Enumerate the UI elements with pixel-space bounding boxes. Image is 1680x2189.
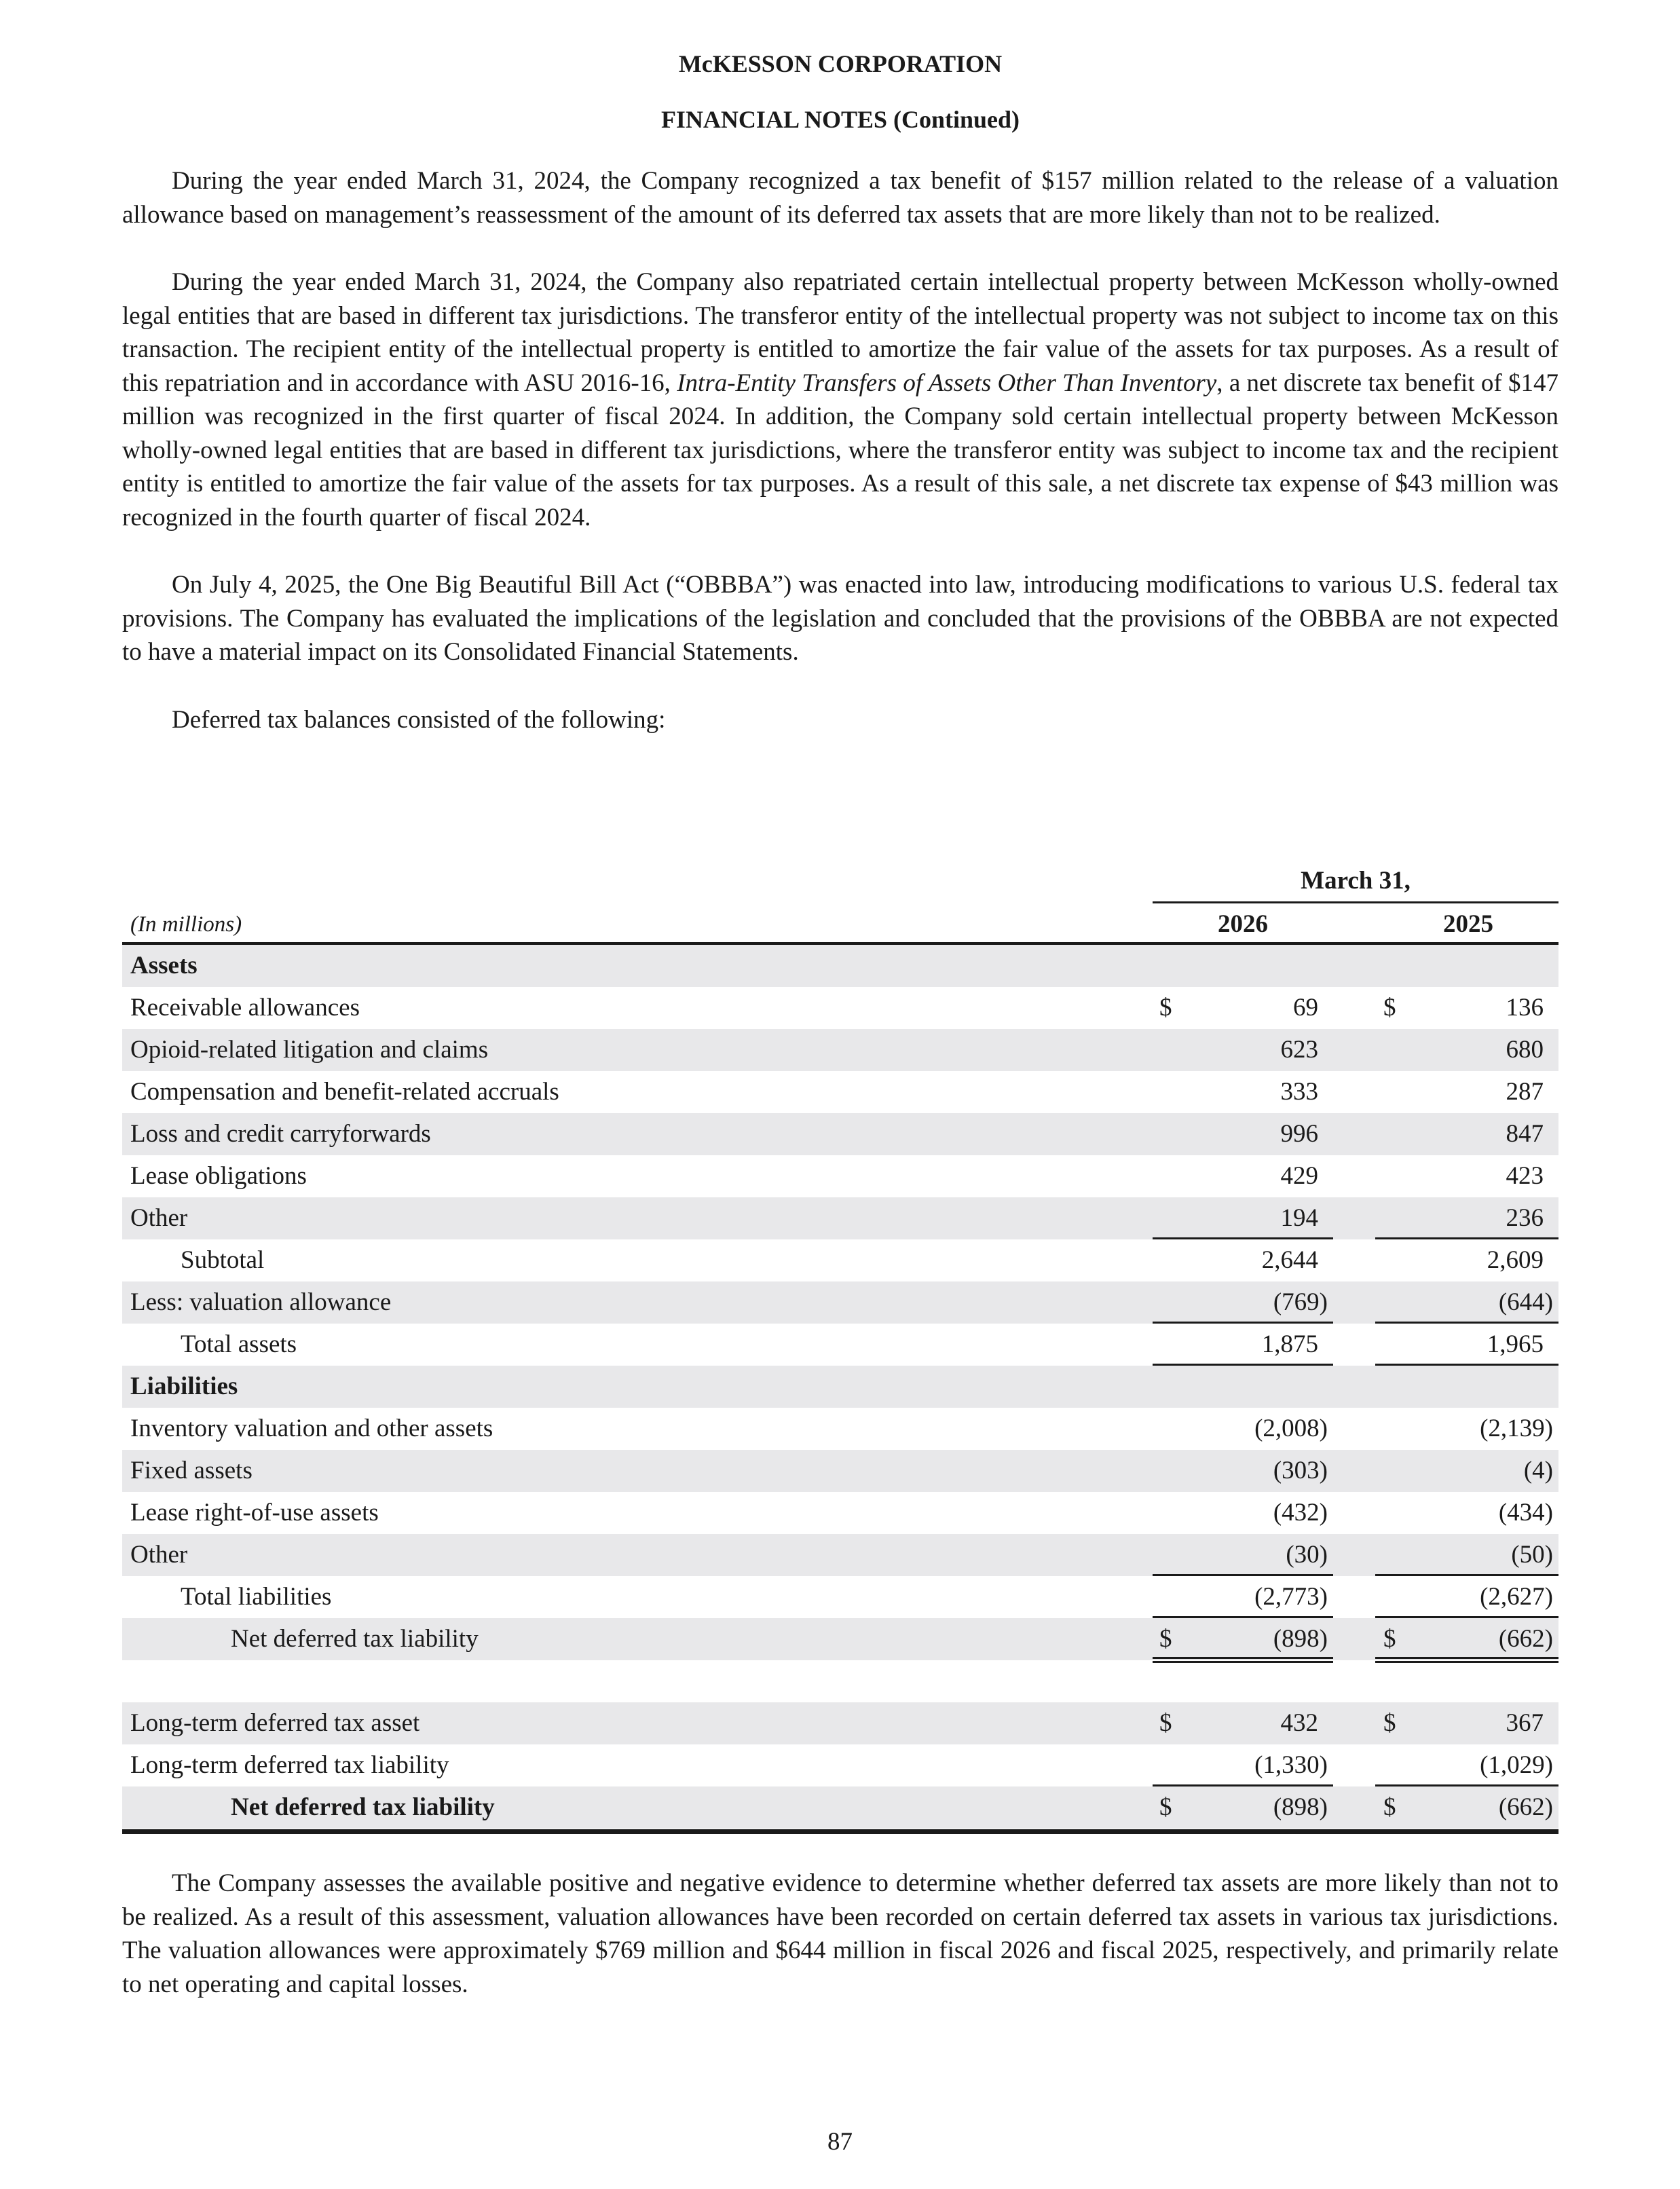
currency-symbol: $ xyxy=(1383,1793,1396,1821)
company-name: McKESSON CORPORATION xyxy=(678,50,1003,77)
table-bottom-rule xyxy=(122,1829,1558,1834)
row-label: Compensation and benefit-related accruals xyxy=(130,1078,559,1106)
row-label: Inventory valuation and other assets xyxy=(130,1415,493,1442)
value-2026: (432) xyxy=(1273,1499,1328,1527)
value-2026: 69 xyxy=(1293,994,1318,1022)
double-rule xyxy=(1153,1657,1333,1663)
value-2025: (50) xyxy=(1511,1541,1553,1569)
paragraph-tax-benefit: During the year ended March 31, 2024, the Company recognized a tax benefit of $157 million related to the release of a valuation allowance based on management’s reassessment of the amount of its deferred tax assets that are more likely than not to be realized. xyxy=(122,167,1558,229)
paragraph-text: During the year ended March 31, 2024, the Company also repatriated certain intellectual property between McKesson wholly-owned legal entities that are based in different tax jurisdictions. The transferor entity of the intellectual property was not subject to income tax on this transaction. The recipient entity of the intellectual property is entitled to amortize the fair value of the assets for tax purposes. As a result of this repatriation and in accordance with ASU 2016-16, xyxy=(122,268,1558,397)
value-2025: 136 xyxy=(1506,994,1544,1022)
value-2026: (2,008) xyxy=(1254,1415,1328,1442)
paragraph-text: , a net discrete tax benefit of $147 million was recognized in the first quarter of fiscal 2024. In addition, the Company sold certain intellectual property between McKesson wholly-owned legal entities that are based in different tax jurisdictions, where the transferor entity was subject to income tax and the recipient entity is entitled to amortize the fair value of the assets for tax purposes. As a result of this sale, a net discrete tax expense of $43 million was recognized in the fourth quarter of fiscal 2024. xyxy=(122,369,1559,531)
document-page xyxy=(122,0,1559,1998)
value-2026: (2,773) xyxy=(1254,1583,1328,1611)
row-label: Lease right-of-use assets xyxy=(130,1499,379,1527)
table-row xyxy=(122,1702,1558,1744)
row-label: Fixed assets xyxy=(130,1457,253,1484)
paragraph-obbba: On July 4, 2025, the One Big Beautiful Bill Act (“OBBBA”) was enacted into law, introducing modifications to various U.S. federal tax provisions. The Company has evaluated the implications of the legislation and concluded that the provisions of the OBBBA are not expected to have a material impact on its Consolidated Financial Statements. xyxy=(122,571,1558,666)
value-2025: 287 xyxy=(1506,1078,1544,1106)
row-label: Receivable allowances xyxy=(130,994,360,1022)
page-number: 87 xyxy=(827,2128,853,2156)
currency-symbol: $ xyxy=(1159,1709,1172,1737)
column-header-2026: 2026 xyxy=(1218,910,1268,938)
table-row xyxy=(122,1281,1558,1324)
table-row xyxy=(122,987,1558,1029)
row-label: Less: valuation allowance xyxy=(130,1288,392,1316)
value-2025: (434) xyxy=(1498,1499,1553,1527)
row-label: Opioid-related litigation and claims xyxy=(130,1036,489,1064)
row-label: Total liabilities xyxy=(181,1583,332,1611)
value-2025: (2,627) xyxy=(1480,1583,1553,1611)
row-label: Total assets xyxy=(181,1330,297,1358)
value-2026: 432 xyxy=(1280,1709,1318,1737)
currency-symbol: $ xyxy=(1383,1709,1396,1737)
table-row-total xyxy=(122,1324,1558,1366)
row-label: Net deferred tax liability xyxy=(231,1625,479,1653)
table-row-total xyxy=(122,1576,1558,1618)
value-2026: (769) xyxy=(1273,1288,1328,1316)
paragraph-intellectual-property xyxy=(122,265,1558,534)
value-2025: 367 xyxy=(1506,1709,1544,1737)
table-row xyxy=(122,1029,1558,1071)
value-2026: 333 xyxy=(1280,1078,1318,1106)
paragraph-valuation-allowance: The Company assesses the available positive and negative evidence to determine whether deferred tax assets are more likely than not to be realized. As a result of this assessment, valuation allowances have been recorded on certain deferred tax assets in various tax jurisdictions. The valuation allowances were approximately $769 million and $644 million in fiscal 2026 and fiscal 2025, respectively, and primarily relate to net operating and capital losses. xyxy=(122,1869,1558,1998)
value-2026: (898) xyxy=(1273,1793,1328,1821)
table-row xyxy=(122,1197,1558,1239)
value-2026: 194 xyxy=(1280,1204,1318,1232)
table-row xyxy=(122,1071,1558,1113)
table-row xyxy=(122,1492,1558,1534)
value-2026: (1,330) xyxy=(1254,1751,1328,1779)
value-2026: (898) xyxy=(1273,1625,1328,1653)
table-row xyxy=(122,1155,1558,1197)
row-label: Assets xyxy=(130,952,198,979)
value-2025: (662) xyxy=(1498,1793,1553,1821)
value-2026: 623 xyxy=(1280,1036,1318,1064)
row-label: Subtotal xyxy=(181,1246,265,1274)
row-label: Long-term deferred tax liability xyxy=(130,1751,449,1779)
period-header: March 31, xyxy=(1301,867,1411,895)
table-row xyxy=(122,1113,1558,1155)
double-rule xyxy=(1375,1657,1558,1663)
value-2025: 423 xyxy=(1506,1162,1544,1190)
currency-symbol: $ xyxy=(1383,994,1396,1022)
value-2025: 1,965 xyxy=(1487,1330,1544,1358)
table-section-header xyxy=(122,945,1558,987)
value-2025: (644) xyxy=(1498,1288,1553,1316)
value-2026: 429 xyxy=(1280,1162,1318,1190)
table-header xyxy=(122,861,1558,945)
row-label: Other xyxy=(130,1541,188,1569)
table-row-net xyxy=(122,1618,1558,1660)
column-header-2025: 2025 xyxy=(1443,910,1493,938)
header-rule xyxy=(1153,901,1558,903)
value-2026: (30) xyxy=(1286,1541,1328,1569)
value-2025: (4) xyxy=(1523,1457,1553,1484)
table-spacer xyxy=(122,1660,1558,1702)
row-label: Other xyxy=(130,1204,188,1232)
row-label: Net deferred tax liability xyxy=(231,1793,495,1821)
table-row xyxy=(122,1744,1558,1786)
table-row-net-total xyxy=(122,1786,1558,1829)
value-2025: 847 xyxy=(1506,1120,1544,1148)
table-row-subtotal xyxy=(122,1239,1558,1281)
table-section-header xyxy=(122,1366,1558,1408)
units-label: (In millions) xyxy=(130,912,242,937)
currency-symbol: $ xyxy=(1159,1625,1172,1653)
row-label: Loss and credit carryforwards xyxy=(130,1120,431,1148)
value-2026: 996 xyxy=(1280,1120,1318,1148)
table-row xyxy=(122,1450,1558,1492)
currency-symbol: $ xyxy=(1383,1625,1396,1653)
value-2025: (2,139) xyxy=(1480,1415,1553,1442)
row-label: Long-term deferred tax asset xyxy=(130,1709,420,1737)
table-row xyxy=(122,1408,1558,1450)
section-title: FINANCIAL NOTES (Continued) xyxy=(660,106,1020,133)
value-2026: (303) xyxy=(1273,1457,1328,1484)
value-2025: 236 xyxy=(1506,1204,1544,1232)
value-2025: 680 xyxy=(1506,1036,1544,1064)
italic-standard-title: Intra-Entity Transfers of Assets Other Than Inventory xyxy=(677,369,1217,397)
currency-symbol: $ xyxy=(1159,1793,1172,1821)
row-label: Lease obligations xyxy=(130,1162,307,1190)
value-2025: (1,029) xyxy=(1480,1751,1553,1779)
value-2025: 2,609 xyxy=(1487,1246,1544,1274)
table-row xyxy=(122,1534,1558,1576)
deferred-tax-table xyxy=(122,861,1558,1829)
currency-symbol: $ xyxy=(1159,994,1172,1022)
value-2025: (662) xyxy=(1498,1625,1553,1653)
value-2026: 2,644 xyxy=(1261,1246,1318,1274)
row-label: Liabilities xyxy=(130,1372,238,1400)
value-2026: 1,875 xyxy=(1261,1330,1318,1358)
paragraph-table-intro: Deferred tax balances consisted of the following: xyxy=(172,705,666,734)
